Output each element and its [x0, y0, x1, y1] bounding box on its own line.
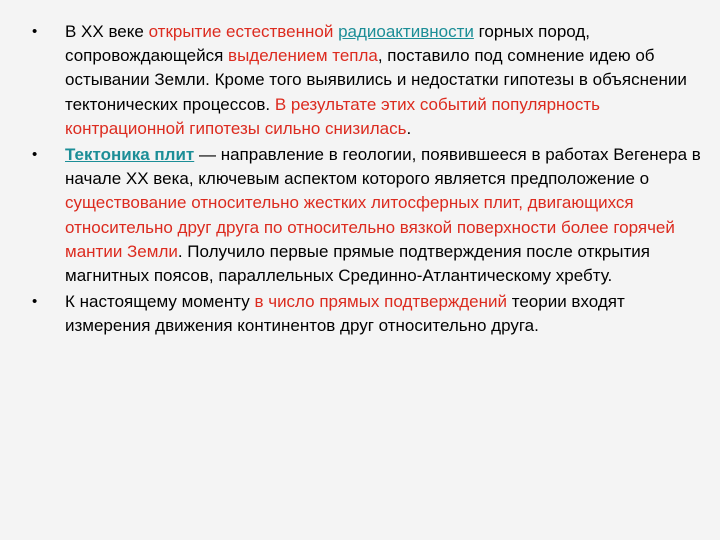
highlight-text: существование относительно жестких литосферных плит, двигающихся относительно друг друга по относительно вязкой поверхности более горячей мантии Земли — [65, 193, 675, 261]
bullet-item-radioactivity — [32, 20, 702, 141]
text-segment: . Получило первые прямые подтверждения после открытия магнитных поясов, параллельных Срединно-Атлантическому хребту. — [65, 241, 650, 286]
bullet-marker: • — [32, 293, 38, 311]
text-segment: . — [406, 118, 412, 138]
text-segment: горных пород, сопровождающейся — [65, 22, 591, 66]
text-segment: В XX веке — [65, 22, 149, 41]
text-segment: — направление в геологии, появившееся в работах Вегенера в начале XX века, ключевым аспектом которого является предположение о — [65, 145, 701, 189]
text-segment: К настоящему моменту — [65, 292, 255, 312]
bullet-item-plate-tectonics — [32, 143, 702, 288]
plate-tectonics-link[interactable]: Тектоника плит — [65, 145, 195, 165]
highlight-text: В результате этих событий популярность контрационной гипотезы сильно снизилась — [65, 94, 601, 138]
bullet-item-confirmations — [32, 290, 702, 338]
bullet-list — [32, 20, 702, 341]
text-segment: теории входят измерения движения континентов друг относительно друга. — [65, 292, 625, 336]
highlight-text: выделением тепла — [228, 46, 378, 66]
highlight-text: в число прямых подтверждений — [254, 292, 508, 312]
bullet-marker: • — [32, 23, 38, 40]
text-segment: , поставило под сомнение идею об остывании Земли. Кроме того выявились и недостатки гипотезы в объяснении тектонических процессов. — [65, 46, 687, 114]
bullet-marker: • — [32, 146, 38, 164]
radioactivity-link[interactable]: радиоактивности — [338, 22, 474, 41]
highlight-text: открытие естественной — [148, 22, 339, 41]
